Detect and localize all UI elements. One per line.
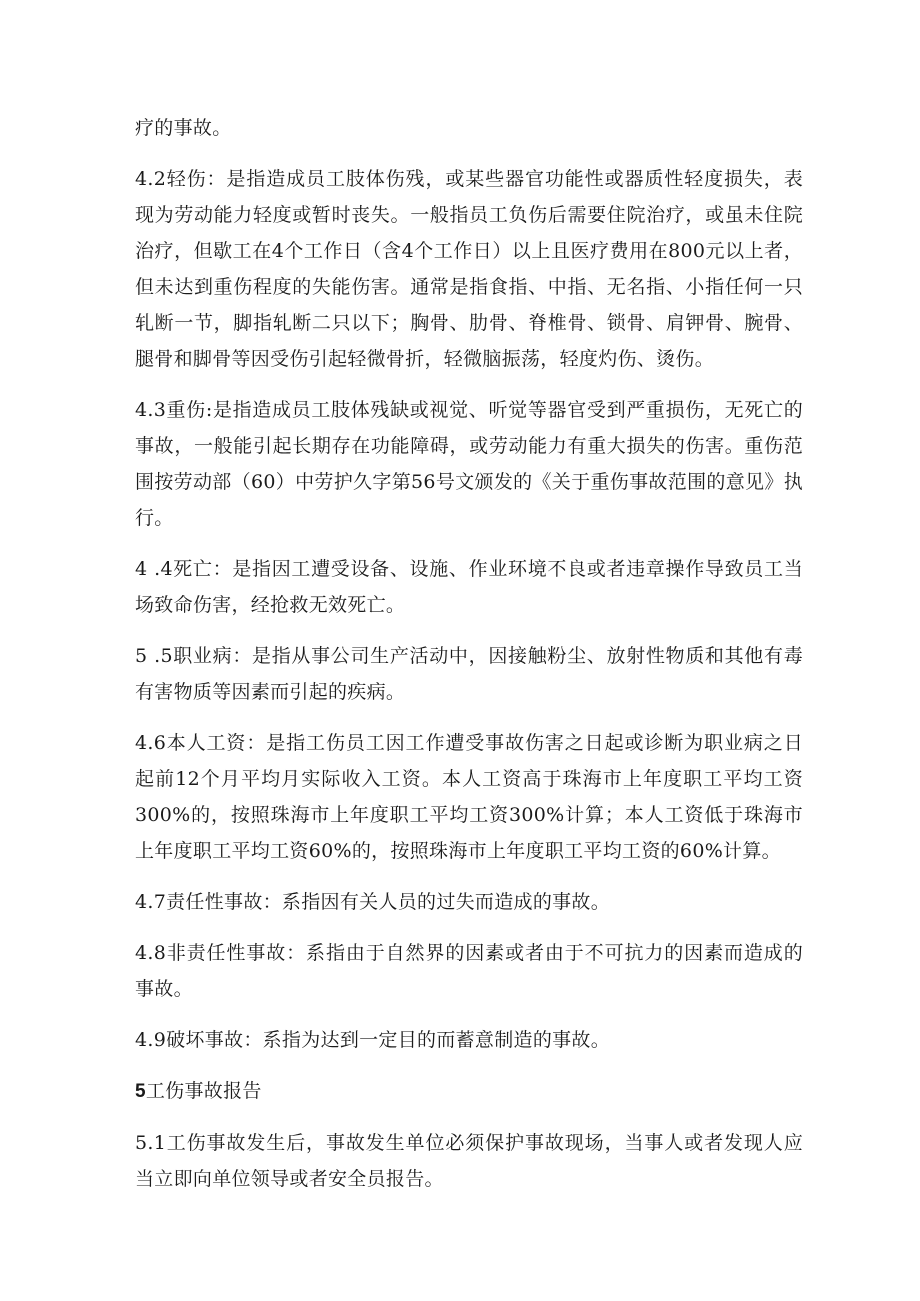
paragraph-4-9-sabotage-accident: 4.9破坏事故：系指为达到一定目的而蓄意制造的事故。 <box>135 1029 611 1051</box>
paragraph-occupational-disease: 5 .5职业病：是指从事公司生产活动中，因接触粉尘、放射性物质和其他有毒有害物质等因素而引起的疾病。 <box>135 645 803 703</box>
paragraph-4-3-serious-injury: 4.3重伤:是指造成员工肢体残缺或视觉、听觉等器官受到严重损伤，无死亡的事故，一般能引起长期存在功能障碍，或劳动能力有重大损失的伤害。重伤范围按劳动部（60）中劳护久字第56号文颁发的《关于重伤事故范围的意见》执行。 <box>135 399 803 529</box>
paragraph-4-2-minor-injury: 4.2轻伤：是指造成员工肢体伤残，或某些器官功能性或器质性轻度损失，表现为劳动能力轻度或暂时丧失。一般指员工负伤后需要住院治疗，或虽未住院治疗，但歇工在4个工作日（含4个工作日）以上且医疗费用在800元以上者，但未达到重伤程度的失能伤害。通常是指食指、中指、无名指、小指任何一只轧断一节，脚指轧断二只以下；胸骨、肋骨、脊椎骨、锁骨、肩钾骨、腕骨、腿骨和脚骨等因受伤引起轻微骨折，轻微脑振荡，轻度灼伤、烫伤。 <box>135 168 803 370</box>
paragraph-5-1-report: 5.1工伤事故发生后，事故发生单位必须保护事故现场，当事人或者发现人应当立即向单位领导或者安全员报告。 <box>135 1132 803 1190</box>
section-title: 工伤事故报告 <box>145 1080 262 1102</box>
paragraph-4-6-wage: 4.6本人工资：是指工伤员工因工作遭受事故伤害之日起或诊断为职业病之日起前12个月平均月实际收入工资。本人工资高于珠海市上年度职工平均工资300%的，按照珠海市上年度职工平均工资300%计算；本人工资低于珠海市上年度职工平均工资60%的，按照珠海市上年度职工平均工资的60%计算。 <box>135 732 803 862</box>
paragraph-4-8-non-liability-accident: 4.8非责任性事故：系指由于自然界的因素或者由于不可抗力的因素而造成的事故。 <box>135 942 803 1000</box>
paragraph-continuation: 疗的事故。 <box>135 117 232 139</box>
section-number: 5 <box>135 1081 146 1102</box>
paragraph-4-7-liability-accident: 4.7责任性事故：系指因有关人员的过失而造成的事故。 <box>135 891 611 913</box>
paragraph-4-4-death: 4 .4死亡：是指因工遭受设备、设施、作业环境不良或者违章操作导致员工当场致命伤害，经抢救无效死亡。 <box>135 558 803 616</box>
section-5-heading <box>135 1073 803 1110</box>
document-body <box>135 110 803 1212</box>
